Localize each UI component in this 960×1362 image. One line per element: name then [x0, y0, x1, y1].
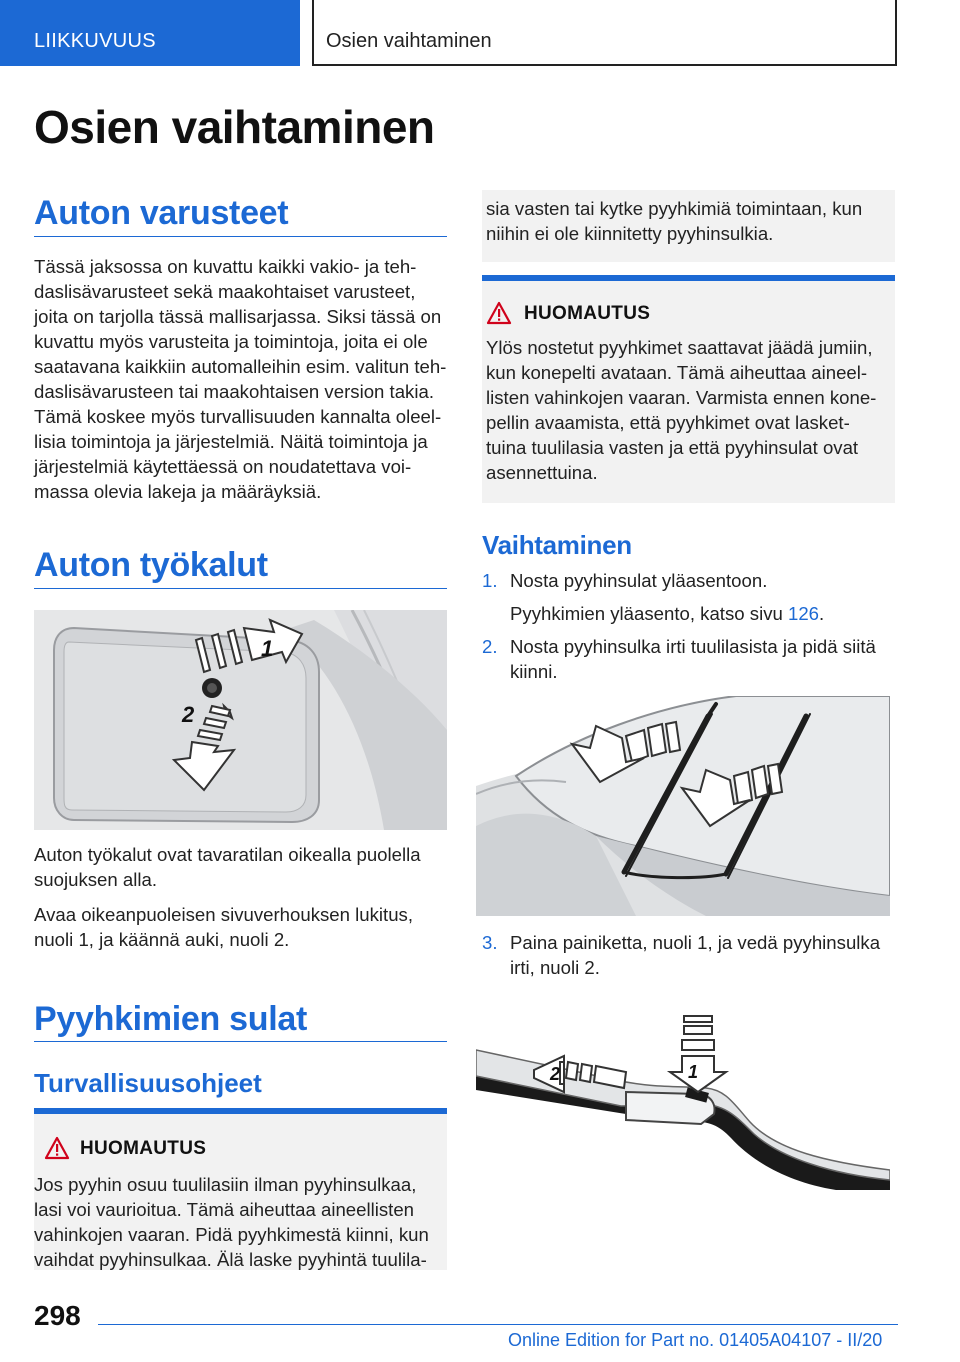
figure-label: 1 — [261, 636, 274, 661]
section-tab[interactable] — [0, 0, 300, 66]
text-line: niihin ei ole kiinnitetty pyyhinsulkia. — [486, 223, 774, 244]
text-line: vahinkojen vaaran. Pidä pyyhkimestä kiinni, kun — [34, 1224, 429, 1245]
equipment-paragraph — [34, 254, 454, 504]
text-line: lasi voi vaurioitua. Tämä aiheuttaa aineellisten — [34, 1199, 415, 1220]
text-line: suojuksen alla. — [34, 869, 158, 890]
warning-note-2 — [482, 281, 895, 503]
figure-label: 2 — [550, 1064, 561, 1084]
heading-safety: Turvallisuusohjeet — [34, 1068, 262, 1098]
note-title: HUOMAUTUS — [524, 303, 651, 324]
step-subtext — [510, 601, 896, 626]
heading-rule — [34, 588, 447, 589]
note-text — [486, 335, 896, 485]
text-line: Tämä koskee myös turvallisuuden kannalta oleel- — [34, 406, 442, 427]
text-line: kiinni. — [510, 661, 558, 682]
page-number: 298 — [34, 1300, 81, 1331]
tools-paragraph-1 — [34, 842, 454, 892]
text-line: Ylös nostetut pyyhkimet saattavat jäädä jumiin, — [486, 337, 873, 358]
footer-edition: Online Edition for Part no. 01405A04107 - II/20 — [508, 1330, 883, 1350]
text-line: kuvattu myös varusteita ja toimintoja, joita ei ole — [34, 331, 428, 352]
footer-rule — [98, 1324, 898, 1325]
chapter-header — [312, 0, 897, 66]
text-line: Avaa oikeanpuoleisen sivuverhouksen lukitus, — [34, 904, 414, 925]
text-span: . — [819, 603, 825, 624]
warning-triangle-icon — [486, 301, 512, 325]
heading-replace: Vaihtaminen — [482, 530, 632, 560]
text-line: Auton työkalut ovat tavaratilan oikealla puolella — [34, 844, 421, 865]
note-text — [486, 196, 896, 246]
text-line: saatavana kaikkiin automalleihin esim. valitun teh- — [34, 356, 447, 377]
text-line: tuina tuulilasia vasten ja että pyyhinsulat ovat — [486, 437, 859, 458]
text-line: vaihdat pyyhinsulkaa. Älä laske pyyhintä tuulila- — [34, 1249, 427, 1270]
heading-rule — [34, 236, 447, 237]
step-number: 3. — [482, 932, 498, 953]
chapter-title: Osien vaihtaminen — [326, 30, 492, 52]
trunk-tool-figure — [34, 610, 447, 830]
wiper-blade-figure — [476, 1010, 890, 1190]
page-reference-link[interactable]: 126 — [788, 603, 820, 624]
step-item — [482, 634, 896, 684]
text-line: järjestelmiä käytettäessä on noudatettava voi- — [34, 456, 412, 477]
heading-wipers: Pyyhkimien sulat — [34, 1000, 307, 1038]
page-title: Osien vaihtaminen — [34, 101, 435, 153]
text-line: listen vahinkojen vaaran. Varmista ennen kone- — [486, 387, 877, 408]
heading-rule — [34, 1041, 447, 1042]
text-line: asennettuina. — [486, 462, 598, 483]
text-line: daslisävarusteet sekä maakohtaiset varusteet, — [34, 281, 416, 302]
step-item — [482, 568, 896, 626]
figure-label: 2 — [182, 702, 195, 727]
text-line: joita on tarjolla tässä mallisarjassa. Siksi tässä on — [34, 306, 442, 327]
heading-equipment: Auton varusteet — [34, 194, 289, 232]
warning-note-1 — [34, 1114, 447, 1270]
text-line: lisia toimintoja ja järjestelmiä. Näitä toimintoja ja — [34, 431, 428, 452]
heading-tools: Auton työkalut — [34, 546, 268, 584]
text-span: Pyyhkimien yläasento, katso sivu — [510, 603, 788, 624]
text-line: daslisävarusteen tai maakohtaisen version takia. — [34, 381, 434, 402]
text-line: Paina painiketta, nuoli 1, ja vedä pyyhinsulka — [510, 932, 881, 953]
text-line: kun konepelti avataan. Tämä aiheuttaa aineel- — [486, 362, 868, 383]
text-line: irti, nuoli 2. — [510, 957, 600, 978]
tools-paragraph-2 — [34, 902, 454, 952]
step-number: 2. — [482, 636, 498, 657]
windshield-wiper-figure — [476, 696, 890, 916]
figure-label: 1 — [688, 1062, 699, 1082]
steps-list-1 — [482, 568, 896, 684]
note-text — [34, 1172, 454, 1272]
section-tab-label: LIIKKUVUUS — [34, 30, 156, 52]
warning-triangle-icon — [44, 1136, 70, 1160]
text-line: nuoli 1, ja käännä auki, nuoli 2. — [34, 929, 290, 950]
step-number: 1. — [482, 570, 498, 591]
step-item — [482, 930, 896, 980]
note-title: HUOMAUTUS — [80, 1138, 207, 1159]
text-line: massa olevia lakeja ja määräyksiä. — [34, 481, 322, 502]
text-line: sia vasten tai kytke pyyhkimiä toimintaan, kun — [486, 198, 863, 219]
text-line: Nosta pyyhinsulka irti tuulilasista ja pidä siitä — [510, 636, 876, 657]
text-line: Jos pyyhin osuu tuulilasiin ilman pyyhinsulkaa, — [34, 1174, 417, 1195]
steps-list-2 — [482, 930, 896, 980]
text-line: Tässä jaksossa on kuvattu kaikki vakio- ja teh- — [34, 256, 417, 277]
step-text: Nosta pyyhinsulat yläasentoon. — [510, 570, 768, 591]
warning-note-1-continued — [482, 190, 895, 262]
text-line: pellin avaamista, että pyyhkimet ovat lasket- — [486, 412, 850, 433]
